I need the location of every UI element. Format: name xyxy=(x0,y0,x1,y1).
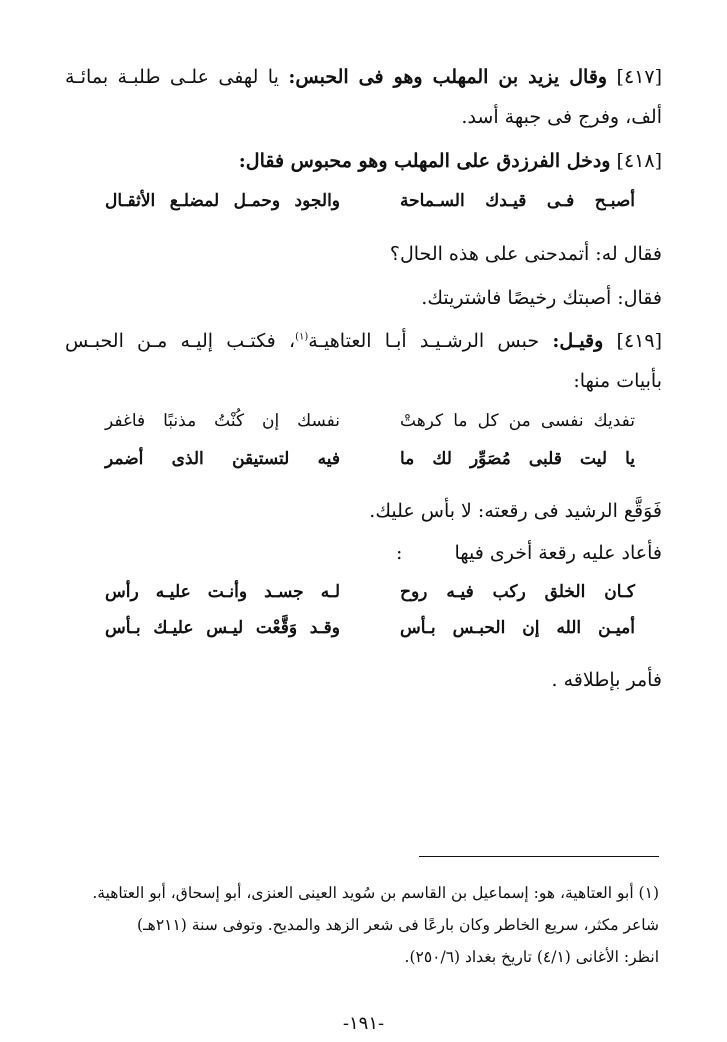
entry-418-number: [٤١٨] xyxy=(616,150,662,172)
footnote-line-3: انظر: الأغانى (٤/١) تاريخ بغداد (٢٥٠/٦). xyxy=(404,948,659,966)
verse-419-1-right: تفديك نفسى من كل ما كرهتْ xyxy=(400,411,635,431)
verse-419-3-right: كـان الخلق ركب فيـه روح xyxy=(400,582,635,602)
entry-419-text-b: ، فكتـب إليـه مـن الحبـس xyxy=(65,330,296,352)
verse-419-4-right: أميـن الله إن الحبـس بـأس xyxy=(400,618,635,638)
footnote-line-1: (١) أبو العتاهية، هو: إسماعيل بن القاسم بن سُويد العينى العنزى، أبو إسحاق، أبو العتاهية. xyxy=(92,884,659,902)
page-number: -١٩١- xyxy=(342,1013,385,1034)
entry-418-heading xyxy=(65,146,662,176)
entry-418-line-4: فقال: أصبتك رخيصًا فاشتريتك. xyxy=(421,287,662,309)
entry-419-colon: : xyxy=(395,542,403,564)
entry-419-response: فَوَقَّع الرشيد فى رقعته: لا بأس عليك. xyxy=(369,500,662,522)
entry-417-text: يا لهفى علـى طلبـة بمائـة xyxy=(65,66,279,88)
entry-419-line-2: بأبيات منها: xyxy=(573,370,662,392)
footnote-rule xyxy=(419,856,659,857)
entry-417-line-2: ألف، وفرج فى جبهة أسد. xyxy=(461,106,662,128)
verse-419-1-left: نفسك إن كُنْتُ مذنبًا فاغفر xyxy=(105,411,340,431)
entry-419-number: [٤١٩] xyxy=(616,330,662,352)
entry-418-line-3: فقال له: أتمدحنى على هذه الحال؟ xyxy=(389,243,662,265)
footnote-marker: (١) xyxy=(295,331,309,343)
entry-419-again-text: فأعاد عليه رقعة أخرى فيها xyxy=(454,542,662,564)
verse-419-2-left: فيه لتستيقن الذى أضمر xyxy=(105,449,340,469)
entry-417-line-1 xyxy=(65,62,662,92)
verse-419-3-left: لـه جسـد وأنـت عليـه رأس xyxy=(105,582,340,602)
entry-419-release: فأمر بإطلاقه . xyxy=(551,669,662,691)
verse-419-2-right: يا ليت قلبى مُصَوِّر لك ما xyxy=(400,449,635,469)
entry-419-text-a: حبس الرشـيـد أبـا العتاهيـة xyxy=(308,330,540,352)
entry-419-again xyxy=(65,538,662,568)
entry-417-lead: وقال يزيد بن المهلب وهو فى الحبس: xyxy=(288,66,608,88)
entry-419-line-1 xyxy=(65,326,662,356)
verse-419-4-left: وقـد وَقَّعْت ليـس عليـك بـأس xyxy=(105,618,340,638)
entry-418-lead: ودخل الفرزدق على المهلب وهو محبوس فقال: xyxy=(238,150,611,172)
verse-418-left: والجود وحمـل لمضلـع الأثقـال xyxy=(105,191,340,211)
verse-418-right: أصبـح فـى قيـدك السـماحة xyxy=(400,191,635,211)
footnote-line-2: شاعر مكثر، سريع الخاطر وكان بارعًا فى شعر الزهد والمديح. وتوفى سنة (٢١١هـ) xyxy=(137,916,659,934)
entry-419-lead: وقيـل: xyxy=(552,330,604,352)
entry-417-number: [٤١٧] xyxy=(616,66,663,88)
